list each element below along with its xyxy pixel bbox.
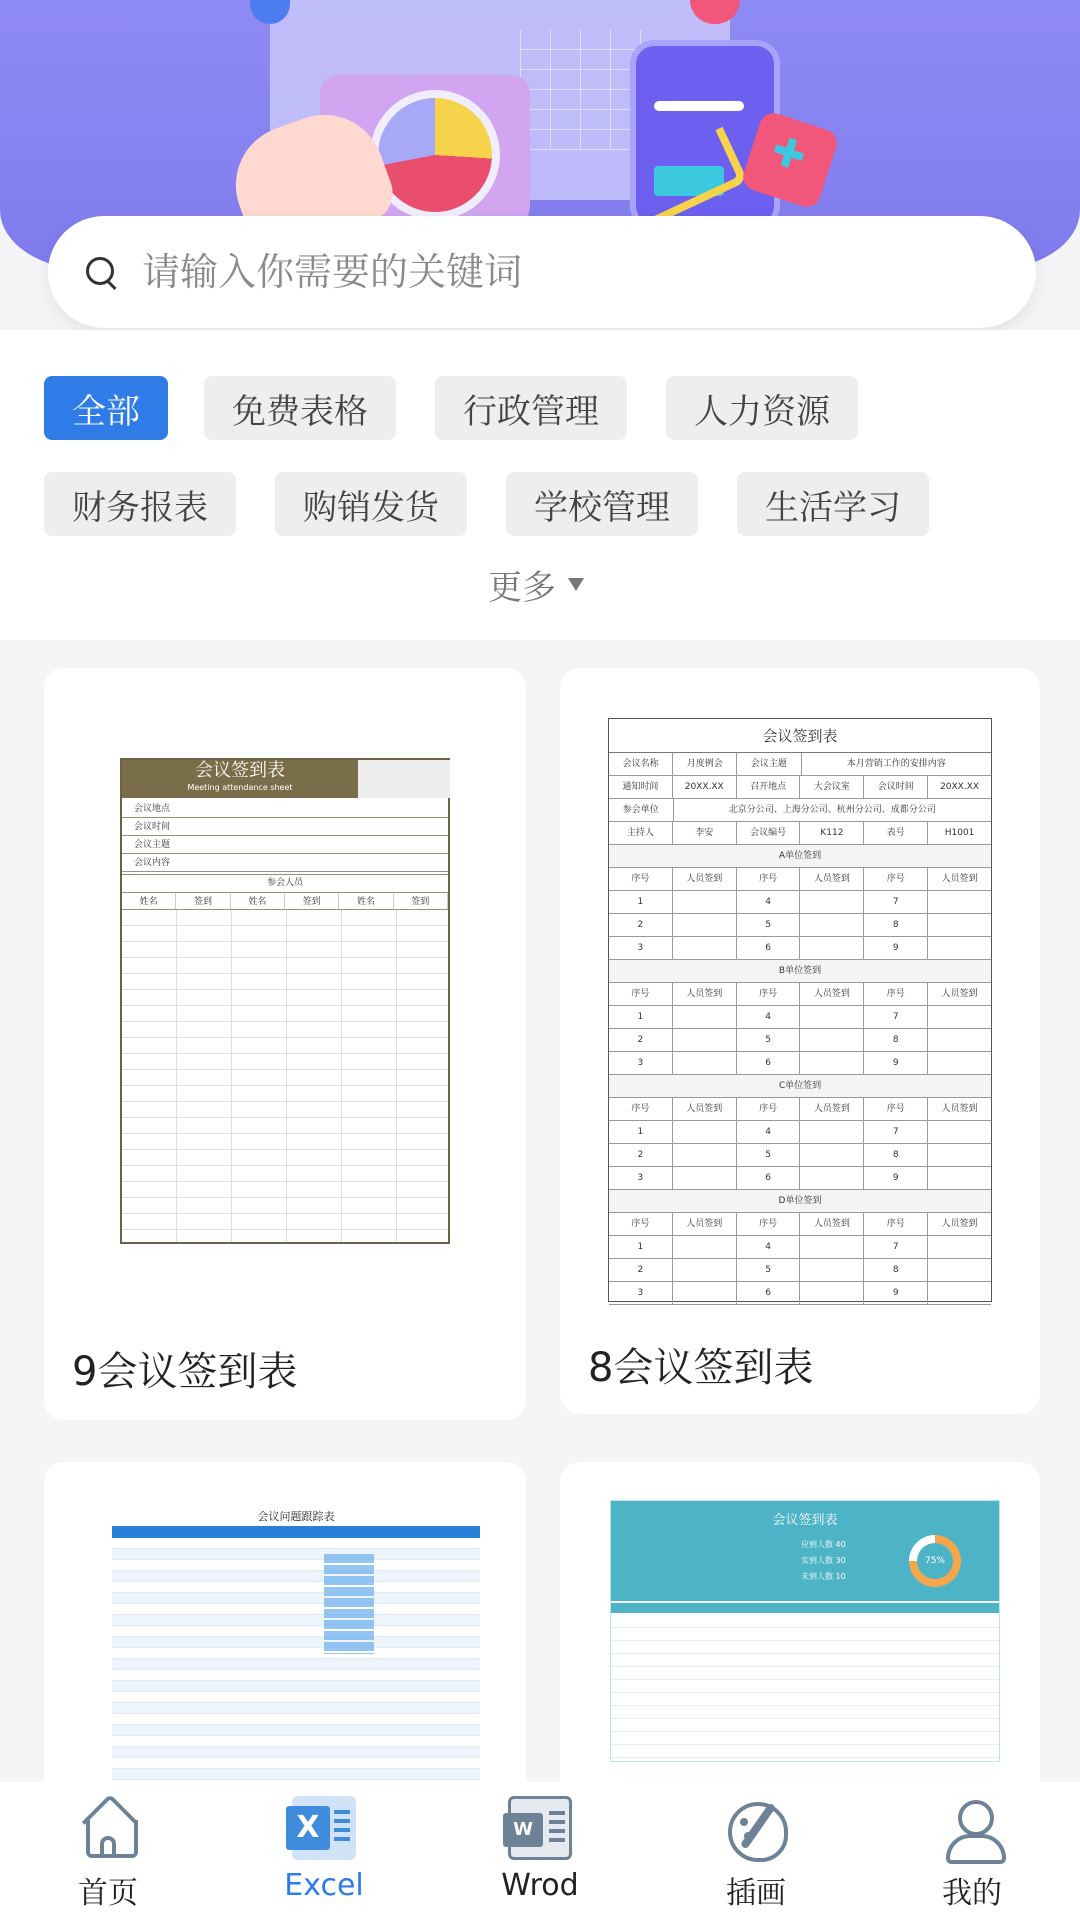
preview-column: 姓名 <box>339 893 393 909</box>
preview-grid <box>122 910 448 1242</box>
preview-cell: 8 <box>864 1259 928 1281</box>
preview-data-row <box>609 937 991 960</box>
preview-cell: 4 <box>737 1121 801 1143</box>
preview-row-label: 会议内容 <box>134 858 171 868</box>
category-chip-life[interactable]: 生活学习 <box>737 472 929 536</box>
home-icon <box>76 1796 140 1860</box>
preview-cell <box>673 1236 737 1258</box>
preview-column: 序号 <box>864 868 928 890</box>
search-icon <box>84 255 118 289</box>
preview-column: 序号 <box>609 1098 673 1120</box>
preview-column: 序号 <box>864 1098 928 1120</box>
category-chip-all[interactable]: 全部 <box>44 376 168 440</box>
preview-cell <box>800 1029 864 1051</box>
preview-cell <box>800 1052 864 1074</box>
preview-column: 人员签到 <box>673 1098 737 1120</box>
preview-cell <box>928 1236 991 1258</box>
template-preview <box>608 718 992 1302</box>
preview-cell: 4 <box>737 1236 801 1258</box>
preview-heading-text: 会议签到表 <box>195 760 285 781</box>
stat-label: 实到人数 <box>801 1556 833 1565</box>
preview-cell <box>800 1006 864 1028</box>
preview-cell: 李安 <box>673 822 737 844</box>
preview-column: 签到 <box>394 893 448 909</box>
preview-cell: 6 <box>737 1052 801 1074</box>
preview-column: 人员签到 <box>800 1098 864 1120</box>
preview-cell <box>673 937 737 959</box>
preview-column: 序号 <box>737 1213 801 1235</box>
nav-label: Wrod <box>501 1868 579 1903</box>
preview-row-label: 会议主题 <box>134 840 171 850</box>
preview-cell: 会议主题 <box>737 753 801 775</box>
preview-column: 序号 <box>737 868 801 890</box>
preview-column-headers <box>609 1098 991 1121</box>
preview-cell <box>928 1282 991 1304</box>
preview-cell: 3 <box>609 937 673 959</box>
preview-header-bar <box>611 1601 999 1613</box>
preview-cell: 大会议室 <box>800 776 864 798</box>
preview-cell: 4 <box>737 1006 801 1028</box>
preview-column-headers <box>609 1213 991 1236</box>
preview-cell <box>928 891 991 913</box>
stat-value: 30 <box>835 1556 846 1565</box>
preview-section-label: A单位签到 <box>609 845 991 868</box>
preview-cell: 1 <box>609 1006 673 1028</box>
preview-cell: 2 <box>609 1144 673 1166</box>
nav-label: Excel <box>284 1868 364 1903</box>
preview-column: 人员签到 <box>941 1104 978 1114</box>
preview-column-headers <box>609 868 991 891</box>
preview-cell <box>928 914 991 936</box>
user-icon <box>940 1796 1004 1860</box>
stat-value: 10 <box>835 1572 846 1581</box>
preview-cell: 9 <box>864 937 928 959</box>
preview-grid <box>112 1538 480 1780</box>
preview-cell <box>928 1029 991 1051</box>
preview-cell: 会议时间 <box>864 776 928 798</box>
preview-cell: 7 <box>864 1121 928 1143</box>
triangle-down-icon <box>568 578 584 591</box>
preview-column: 序号 <box>609 868 673 890</box>
preview-cell: 7 <box>864 1236 928 1258</box>
preview-info-row <box>609 776 991 799</box>
preview-cell: K112 <box>800 822 864 844</box>
preview-cell <box>800 1121 864 1143</box>
stat-label: 未到人数 <box>801 1572 833 1581</box>
preview-cell <box>928 937 991 959</box>
preview-data-row <box>609 1029 991 1052</box>
preview-data-row <box>609 914 991 937</box>
preview-cell: 7 <box>864 1006 928 1028</box>
preview-cell: 20XX.XX <box>673 776 737 798</box>
preview-subheading: Meeting attendance sheet <box>187 783 293 792</box>
nav-label: 首页 <box>78 1876 138 1911</box>
preview-cell: 1 <box>609 1236 673 1258</box>
preview-data-row <box>609 1052 991 1075</box>
preview-data-row <box>609 1144 991 1167</box>
template-preview <box>120 758 450 1244</box>
nav-item-excel[interactable] <box>216 1782 432 1920</box>
preview-column: 序号 <box>609 983 673 1005</box>
preview-cell: 20XX.XX <box>940 782 980 792</box>
preview-column: 人员签到 <box>673 983 737 1005</box>
category-chip-hr[interactable]: 人力资源 <box>666 376 858 440</box>
preview-cell <box>928 1144 991 1166</box>
preview-cell: H1001 <box>944 828 975 838</box>
preview-cell: 1 <box>609 891 673 913</box>
preview-info-row <box>609 799 991 822</box>
preview-cell: 9 <box>864 1282 928 1304</box>
preview-heading <box>122 760 358 798</box>
paint-palette-icon <box>724 1796 788 1860</box>
preview-cell <box>928 1167 991 1189</box>
preview-column: 姓名 <box>122 893 176 909</box>
nav-item-word[interactable] <box>432 1782 648 1920</box>
preview-cell: 8 <box>864 914 928 936</box>
category-filter <box>0 330 1080 640</box>
preview-cell <box>800 891 864 913</box>
preview-cell <box>928 1006 991 1028</box>
preview-cell: 1 <box>609 1121 673 1143</box>
preview-cell: 3 <box>609 1282 673 1304</box>
preview-cell: 会议编号 <box>737 822 801 844</box>
preview-cell <box>673 1144 737 1166</box>
nav-item-profile[interactable] <box>864 1782 1080 1920</box>
preview-column: 人员签到 <box>800 868 864 890</box>
preview-cell: 3 <box>609 1052 673 1074</box>
bottom-nav <box>0 1782 1080 1920</box>
preview-stats <box>801 1537 846 1585</box>
preview-cell <box>928 1052 991 1074</box>
excel-icon: X <box>292 1796 356 1860</box>
preview-progress-bars <box>324 1554 374 1654</box>
preview-data-row <box>609 1121 991 1144</box>
preview-grid <box>611 1615 999 1761</box>
preview-cell: 2 <box>609 914 673 936</box>
preview-data-row <box>609 1236 991 1259</box>
preview-column: 序号 <box>737 983 801 1005</box>
word-icon: W <box>508 1796 572 1860</box>
preview-cell: 5 <box>737 1259 801 1281</box>
preview-column-headers <box>122 892 448 910</box>
category-chip-sales[interactable]: 购销发货 <box>275 472 467 536</box>
category-chip-school[interactable]: 学校管理 <box>506 472 698 536</box>
preview-cell <box>673 1006 737 1028</box>
preview-row-label: 会议时间 <box>134 822 171 832</box>
preview-header-bar <box>112 1526 480 1538</box>
preview-cell: 8 <box>864 1029 928 1051</box>
preview-column: 人员签到 <box>673 1213 737 1235</box>
nav-label: 插画 <box>726 1876 786 1911</box>
preview-cell: 5 <box>737 1144 801 1166</box>
preview-cell: 4 <box>737 891 801 913</box>
preview-cell: 主持人 <box>609 822 673 844</box>
preview-cell: 月度例会 <box>673 753 737 775</box>
preview-cell <box>673 1282 737 1304</box>
attendance-ring-chart <box>909 1535 961 1587</box>
preview-cell: 6 <box>737 937 801 959</box>
preview-cell: 3 <box>609 1167 673 1189</box>
preview-cell <box>673 1029 737 1051</box>
preview-cell <box>673 1121 737 1143</box>
preview-cell: 6 <box>737 1282 801 1304</box>
preview-cell: 5 <box>737 914 801 936</box>
preview-data-row <box>609 1282 991 1305</box>
preview-info-rows <box>122 800 448 872</box>
preview-cell <box>800 1144 864 1166</box>
preview-cell: 2 <box>609 1259 673 1281</box>
preview-header-fill <box>358 760 450 798</box>
search-bar[interactable] <box>48 216 1036 328</box>
preview-heading: 会议签到表 <box>772 1513 838 1528</box>
category-chip-admin[interactable]: 行政管理 <box>435 376 627 440</box>
preview-info-row <box>609 753 991 776</box>
nav-item-illustration[interactable] <box>648 1782 864 1920</box>
preview-cell: 2 <box>609 1029 673 1051</box>
preview-cell: 9 <box>864 1167 928 1189</box>
preview-cell <box>800 1236 864 1258</box>
preview-cell <box>928 1121 991 1143</box>
preview-column: 人员签到 <box>941 989 978 999</box>
preview-column: 序号 <box>737 1098 801 1120</box>
nav-label: 我的 <box>942 1876 1002 1911</box>
preview-section-label: 参会人员 <box>122 874 448 892</box>
category-chip-free-tables[interactable]: 免费表格 <box>204 376 396 440</box>
preview-heading: 会议问题跟踪表 <box>257 1510 335 1523</box>
category-chip-finance[interactable]: 财务报表 <box>44 472 236 536</box>
preview-cell: 7 <box>864 891 928 913</box>
template-title: 8会议签到表 <box>588 1345 814 1391</box>
preview-cell: 会议名称 <box>609 753 673 775</box>
nav-item-home[interactable] <box>0 1782 216 1920</box>
preview-cell: 本月营销工作的安排内容 <box>846 759 946 769</box>
preview-cell: 通知时间 <box>609 776 673 798</box>
preview-column: 序号 <box>609 1213 673 1235</box>
preview-cell: 北京分公司、上海分公司、杭州分公司、成都分公司 <box>728 805 936 815</box>
preview-cell <box>673 891 737 913</box>
preview-cell <box>673 1259 737 1281</box>
preview-column: 签到 <box>176 893 230 909</box>
template-title: 9会议签到表 <box>72 1349 298 1395</box>
preview-summary-panel <box>611 1501 999 1601</box>
preview-column: 人员签到 <box>800 983 864 1005</box>
preview-heading: 会议签到表 <box>609 719 991 753</box>
preview-row-label: 会议地点 <box>134 804 171 814</box>
preview-column: 姓名 <box>231 893 285 909</box>
preview-cell <box>673 1167 737 1189</box>
preview-cell <box>800 937 864 959</box>
preview-column: 人员签到 <box>941 874 978 884</box>
preview-data-row <box>609 1006 991 1029</box>
preview-section-label: C单位签到 <box>609 1075 991 1098</box>
stat-value: 40 <box>835 1540 846 1549</box>
preview-section-label: D单位签到 <box>609 1190 991 1213</box>
preview-column: 人员签到 <box>800 1213 864 1235</box>
preview-data-row <box>609 1167 991 1190</box>
preview-cell: 9 <box>864 1052 928 1074</box>
preview-cell <box>928 1259 991 1281</box>
preview-data-row <box>609 891 991 914</box>
more-label: 更多 <box>488 568 556 608</box>
preview-cell: 8 <box>864 1144 928 1166</box>
search-input[interactable] <box>142 250 942 294</box>
preview-cell <box>800 1282 864 1304</box>
stat-label: 应到人数 <box>801 1540 833 1549</box>
preview-cell <box>800 1167 864 1189</box>
preview-data-row <box>609 1259 991 1282</box>
preview-column: 序号 <box>864 983 928 1005</box>
preview-column-headers <box>609 983 991 1006</box>
preview-column: 序号 <box>864 1213 928 1235</box>
preview-cell <box>673 1052 737 1074</box>
preview-cell: 6 <box>737 1167 801 1189</box>
preview-sign-sections <box>609 845 991 1305</box>
template-preview <box>112 1508 480 1780</box>
preview-cell <box>800 914 864 936</box>
preview-cell <box>800 1259 864 1281</box>
preview-cell <box>673 914 737 936</box>
preview-section-label: B单位签到 <box>609 960 991 983</box>
preview-cell: 召开地点 <box>737 776 801 798</box>
preview-column: 人员签到 <box>941 1219 978 1229</box>
preview-info-row <box>609 822 991 845</box>
more-button[interactable] <box>488 560 584 609</box>
preview-column: 签到 <box>285 893 339 909</box>
template-preview <box>610 1500 1000 1762</box>
preview-column: 人员签到 <box>673 868 737 890</box>
preview-cell: 5 <box>737 1029 801 1051</box>
preview-cell: 表号 <box>864 822 928 844</box>
preview-cell: 参会单位 <box>609 799 674 821</box>
